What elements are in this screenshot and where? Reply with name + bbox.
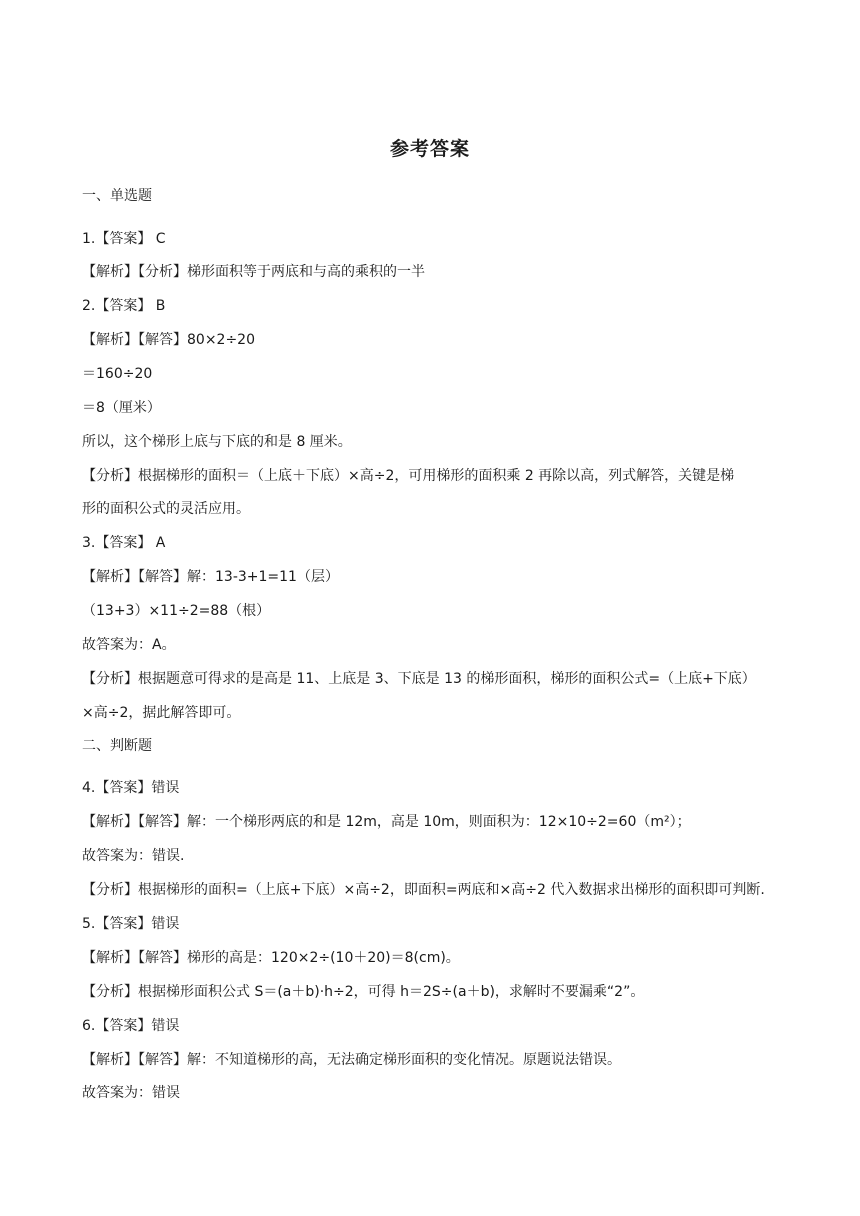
solution-line-q3-3: 故答案为：A。 xyxy=(82,637,176,653)
section-heading-true-false: 二、判断题 xyxy=(82,738,152,754)
solution-line-q2-3: ＝8（厘米） xyxy=(82,400,161,416)
answer-line-q1: 1.【答案】 C xyxy=(82,231,166,247)
answer-line-q4: 4.【答案】错误 xyxy=(82,780,180,796)
solution-line-q4-1: 【解析】【解答】解：一个梯形两底的和是 12m，高是 10m，则面积为：12×10÷2=60（m²）； xyxy=(82,814,691,830)
solution-line-q5: 【解析】【解答】梯形的高是：120×2÷(10＋20)＝8(cm)。 xyxy=(82,950,460,966)
analysis-line-q1: 【解析】【分析】梯形面积等于两底和与高的乘积的一半 xyxy=(82,264,425,280)
analysis-line-q5: 【分析】根据梯形面积公式 S＝(a＋b)·h÷2，可得 h＝2S÷(a＋b)，求解时不要漏乘“2”。 xyxy=(82,984,645,1000)
analysis-line-q2-2: 形的面积公式的灵活应用。 xyxy=(82,501,250,517)
section-heading-single-choice: 一、单选题 xyxy=(82,188,152,204)
solution-line-q6-1: 【解析】【解答】解：不知道梯形的高，无法确定梯形面积的变化情况。原题说法错误。 xyxy=(82,1052,621,1068)
analysis-line-q3-2: ×高÷2，据此解答即可。 xyxy=(82,705,241,721)
answer-line-q5: 5.【答案】错误 xyxy=(82,916,180,932)
solution-line-q2-4: 所以，这个梯形上底与下底的和是 8 厘米。 xyxy=(82,434,352,450)
solution-line-q2-1: 【解析】【解答】80×2÷20 xyxy=(82,332,255,348)
analysis-line-q3-1: 【分析】根据题意可得求的是高是 11、上底是 3、下底是 13 的梯形面积，梯形的面积公式=（上底+下底） xyxy=(82,671,756,687)
solution-line-q3-2: （13+3）×11÷2=88（根） xyxy=(82,603,271,619)
analysis-line-q4: 【分析】根据梯形的面积=（上底+下底）×高÷2，即面积=两底和×高÷2 代入数据求出梯形的面积即可判断. xyxy=(82,882,765,898)
page-title: 参考答案 xyxy=(389,138,470,160)
answer-line-q2: 2.【答案】 B xyxy=(82,298,166,314)
answer-line-q6: 6.【答案】错误 xyxy=(82,1018,180,1034)
solution-line-q6-2: 故答案为：错误 xyxy=(82,1085,180,1101)
answer-line-q3: 3.【答案】 A xyxy=(82,535,166,551)
solution-line-q2-2: ＝160÷20 xyxy=(82,366,153,382)
solution-line-q3-1: 【解析】【解答】解：13-3+1=11（层） xyxy=(82,569,339,585)
analysis-line-q2-1: 【分析】根据梯形的面积＝（上底＋下底）×高÷2，可用梯形的面积乘 2 再除以高，列式解答，关键是梯 xyxy=(82,468,735,484)
solution-line-q4-2: 故答案为：错误. xyxy=(82,848,185,864)
